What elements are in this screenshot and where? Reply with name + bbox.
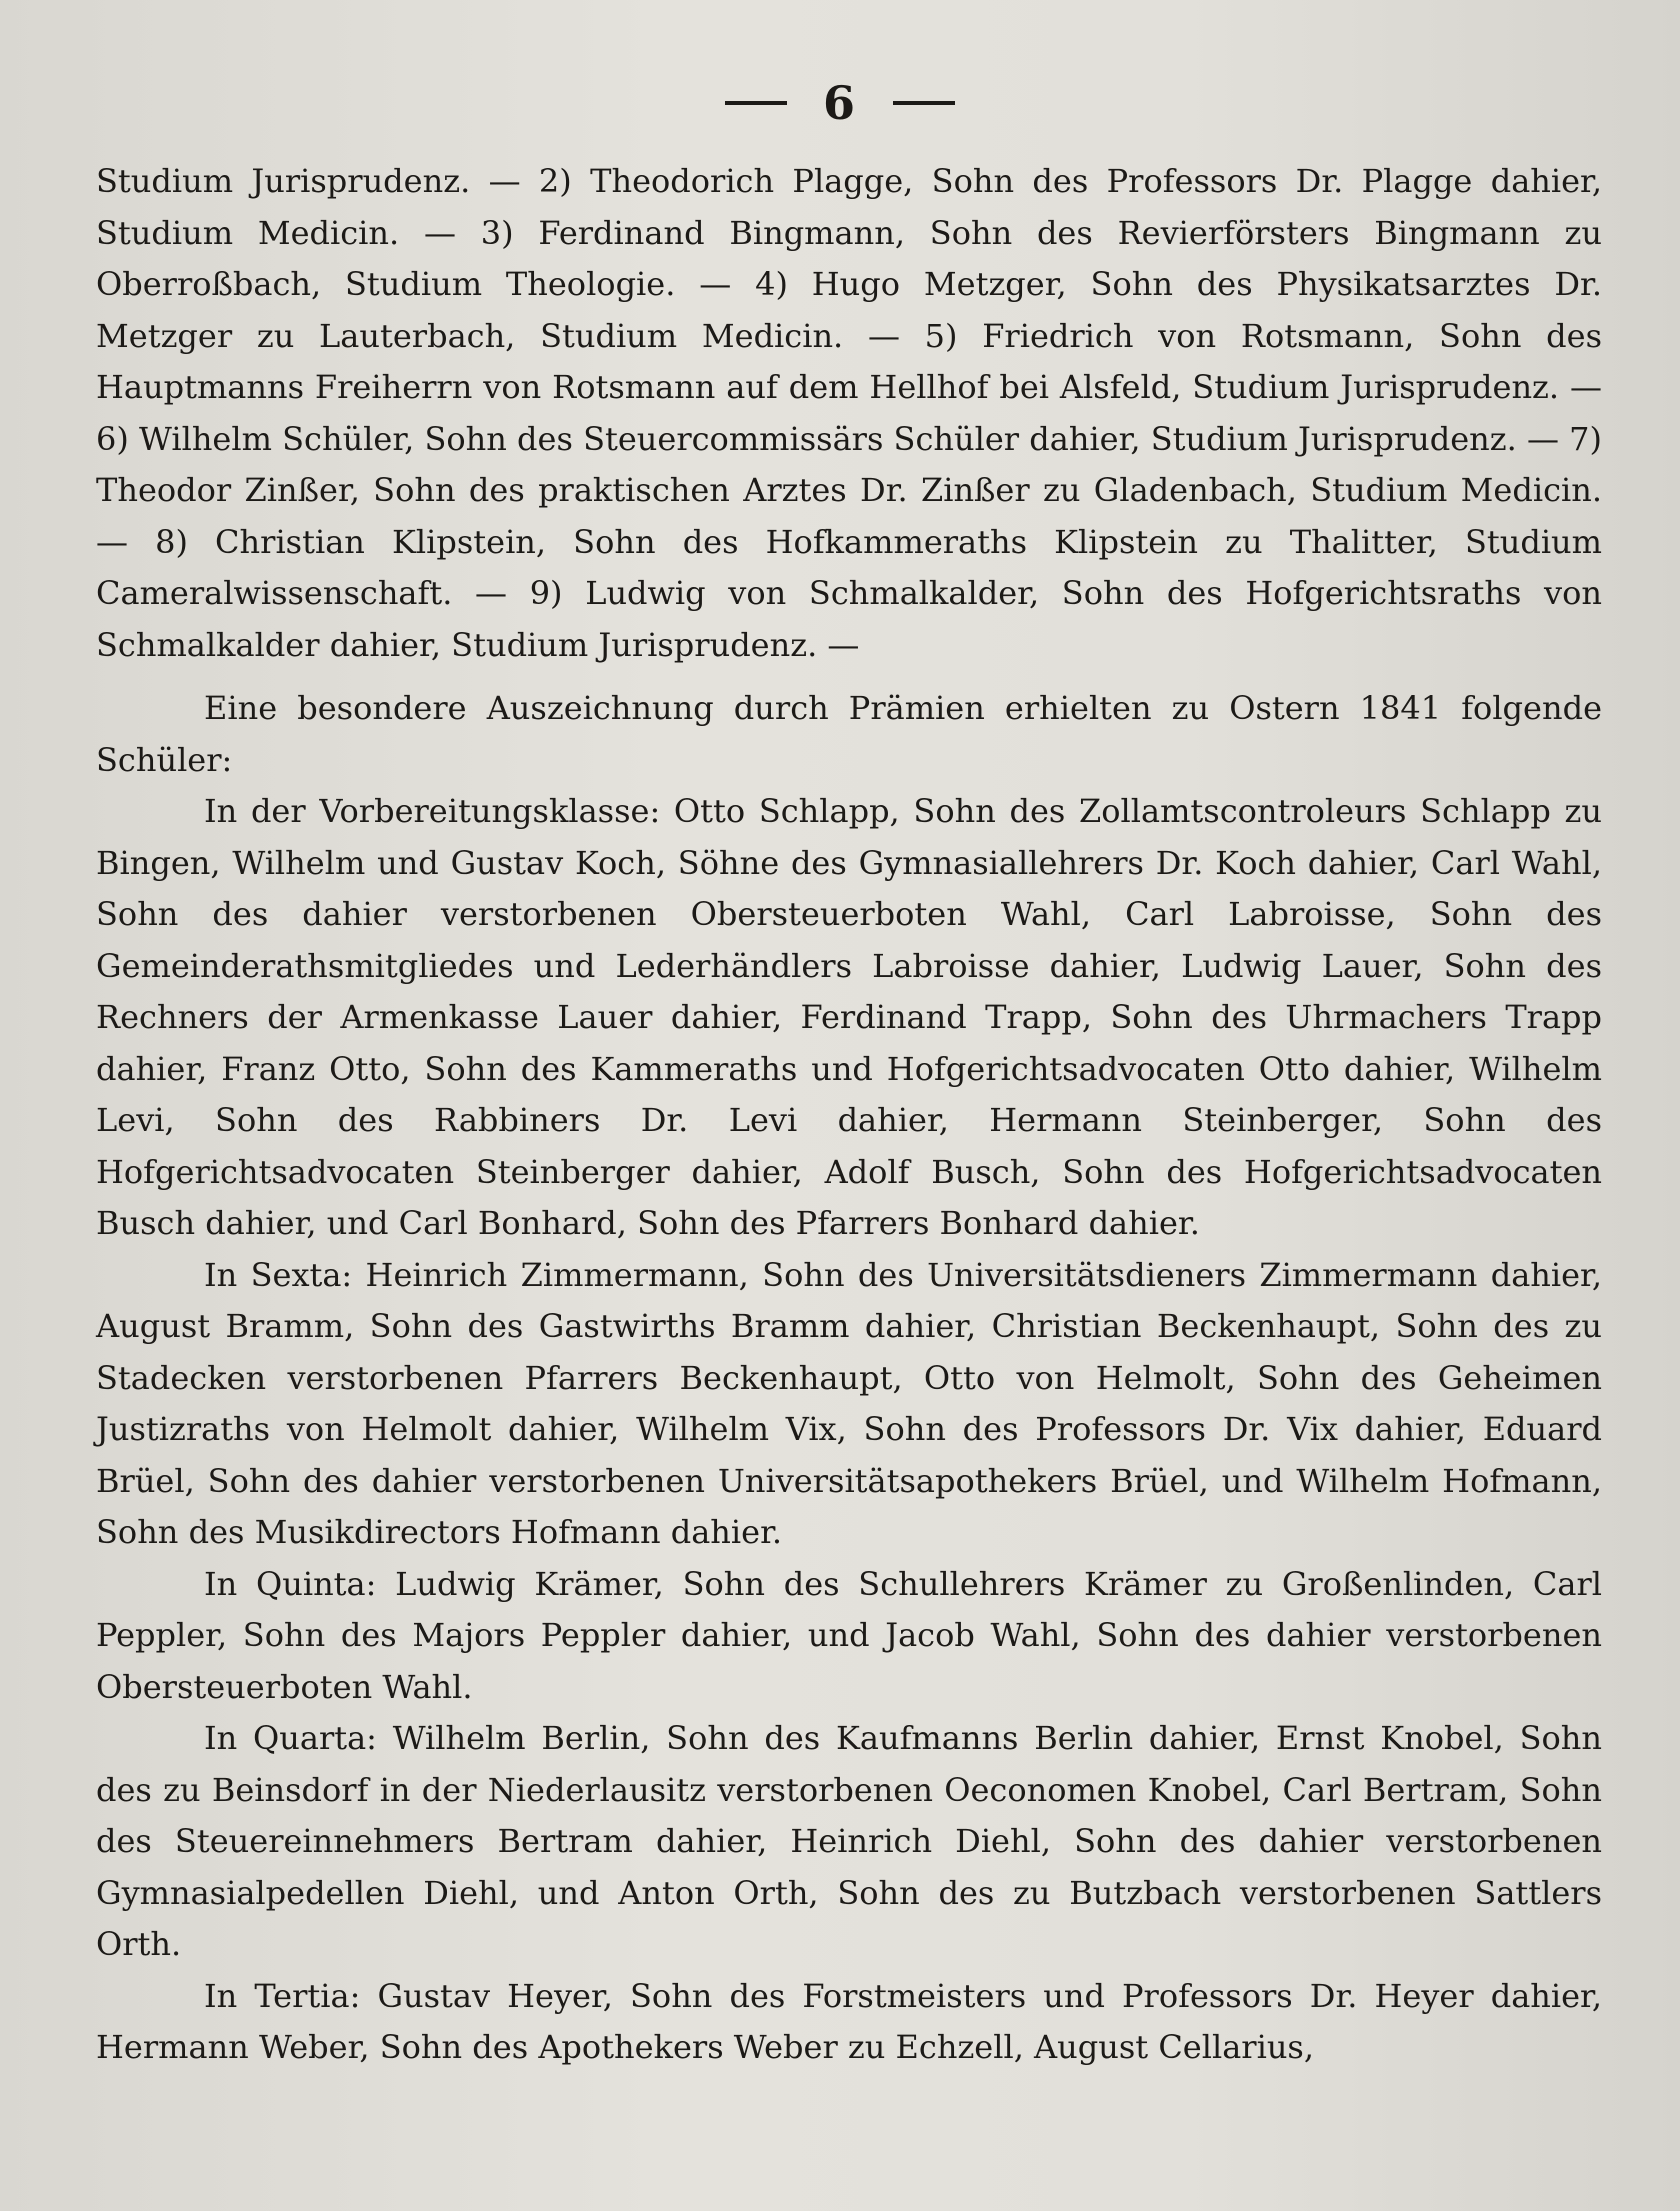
paragraph-sexta: In Sexta: Heinrich Zimmermann, Sohn des Universitätsdieners Zimmermann dahier, August Bramm, Sohn des Gastwirths Bramm dahier, Christian Beckenhaupt, Sohn des zu Stadecken verstorbenen Pfarrers Beckenhaupt, Otto von Helmolt, Sohn des Geheimen Justizraths von Helmolt dahier, Wilhelm Vix, Sohn des Professors Dr. Vix dahier, Eduard Brüel, Sohn des dahier verstorbenen Universitätsapothekers Brüel, und Wilhelm Hofmann, Sohn des Musikdirectors Hofmann dahier. [96,1255,1602,1551]
paragraph-vorbereitungsklasse: In der Vorbereitungsklasse: Otto Schlapp, Sohn des Zollamtscontroleurs Schlapp zu Bingen, Wilhelm und Gustav Koch, Söhne des Gymnasiallehrers Dr. Koch dahier, Carl Wahl, Sohn des dahier verstorbenen Obersteuerboten Wahl, Carl Labroisse, Sohn des Gemeinderathsmitgliedes und Lederhändlers Labroisse dahier, Ludwig Lauer, Sohn des Rechners der Armenkasse Lauer dahier, Ferdinand Trapp, Sohn des Uhrmachers Trapp dahier, Franz Otto, Sohn des Kammeraths und Hofgerichtsadvocaten Otto dahier, Wilhelm Levi, Sohn des Rabbiners Dr. Levi dahier, Hermann Steinberger, Sohn des Hofgerichtsadvocaten Steinberger dahier, Adolf Busch, Sohn des Hofgerichtsadvocaten Busch dahier, und Carl Bonhard, Sohn des Pfarrers Bonhard dahier. [96,792,1602,1242]
header-dash-right [893,101,955,105]
paragraph-quarta: In Quarta: Wilhelm Berlin, Sohn des Kaufmanns Berlin dahier, Ernst Knobel, Sohn des zu Beinsdorf in der Niederlausitz verstorbenen Oeconomen Knobel, Carl Bertram, Sohn des Steuereinnehmers Bertram dahier, Heinrich Diehl, Sohn des dahier verstorbenen Gymnasialpedellen Diehl, und Anton Orth, Sohn des zu Butzbach verstorbenen Sattlers Orth. [96,1719,1602,1963]
paragraph-awards-intro: Eine besondere Auszeichnung durch Prämien erhielten zu Ostern 1841 folgende Schüler: [96,689,1602,779]
paragraph-quinta: In Quinta: Ludwig Krämer, Sohn des Schullehrers Krämer zu Großenlinden, Carl Peppler, Sohn des Majors Peppler dahier, und Jacob Wahl, Sohn des dahier verstorbenen Obersteuerboten Wahl. [96,1564,1602,1706]
paragraph-tertia: In Tertia: Gustav Heyer, Sohn des Forstmeisters und Professors Dr. Heyer dahier, Hermann Weber, Sohn des Apothekers Weber zu Echzell, August Cellarius, [96,1976,1602,2066]
body-text [96,156,1602,2074]
paragraph-graduates: Studium Jurisprudenz. — 2) Theodorich Plagge, Sohn des Professors Dr. Plagge dahier, Studium Medicin. — 3) Ferdinand Bingmann, Sohn des Revierförsters Bingmann zu Oberroßbach, Studium Theologie. — 4) Hugo Metzger, Sohn des Physikatsarztes Dr. Metzger zu Lauterbach, Studium Medicin. — 5) Friedrich von Rotsmann, Sohn des Hauptmanns Freiherrn von Rotsmann auf dem Hellhof bei Alsfeld, Studium Jurisprudenz. — 6) Wilhelm Schüler, Sohn des Steuercommissärs Schüler dahier, Studium Jurisprudenz. — 7) Theodor Zinßer, Sohn des praktischen Arztes Dr. Zinßer zu Gladenbach, Studium Medicin. — 8) Christian Klipstein, Sohn des Hofkammeraths Klipstein zu Thalitter, Studium Cameralwissenschaft. — 9) Ludwig von Schmalkalder, Sohn des Hofgerichtsraths von Schmalkalder dahier, Studium Jurisprudenz. — [96,162,1602,664]
page-number: 6 [822,76,857,130]
page-number-header [0,72,1680,130]
header-dash-left [725,101,787,105]
